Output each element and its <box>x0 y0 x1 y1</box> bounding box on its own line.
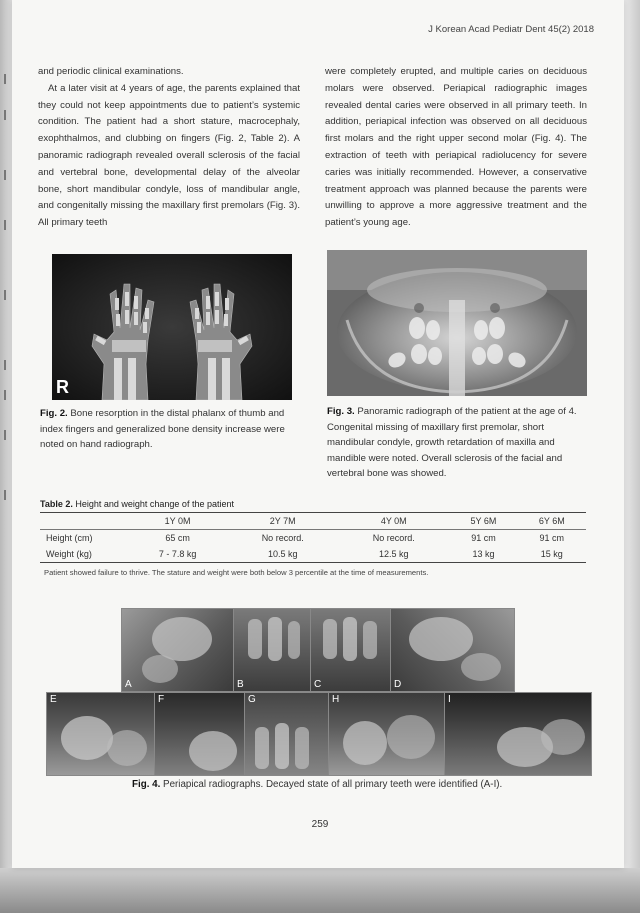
figure-2-caption <box>40 406 302 453</box>
periapical-panel-f <box>154 692 246 776</box>
table-cell: Weight (kg) <box>46 549 92 559</box>
table-cell: 13 kg <box>472 549 495 559</box>
table-header-cell: 4Y 0M <box>380 516 407 526</box>
periapical-panel-b <box>233 608 312 692</box>
caption-text: Periapical radiographs. Decayed state of all primary teeth were identified (A-I). <box>160 779 503 790</box>
panoramic-radiograph-drawing <box>327 250 587 396</box>
table-row <box>40 546 586 563</box>
table-footnote: Patient showed failure to thrive. The stature and weight were both below 3 percentile at the time of measurements. <box>44 568 429 577</box>
table-cell: 10.5 kg <box>267 549 298 559</box>
table-cell: Height (cm) <box>46 533 93 543</box>
periapical-drawing <box>329 693 445 775</box>
table-2-title <box>40 499 234 509</box>
hand-radiograph-label: R <box>56 377 69 397</box>
periapical-drawing <box>122 609 234 691</box>
paragraph: At a later visit at 4 years of age, the parents explained that they could not keep appointments due to patient’s systemic condition. The patient had a short stature, macrocephaly, exophthalmos, and clubbing on fingers (Fig. 2, Table 2). A panoramic radiograph revealed overall sclerosis of the facial and vertebral bone, developmental delay of the alveolar bone, short mandibular condyle, loss of mandibular angle, and congenitally missing the maxillary first premolars (Fig. 3). All primary teeth <box>38 82 300 229</box>
periapical-panel-g <box>244 692 330 776</box>
table-cell: No record. <box>372 533 415 543</box>
table-header-cell: 5Y 6M <box>470 516 497 526</box>
panel-label: G <box>248 694 256 705</box>
table-header-cell <box>40 513 128 530</box>
height-weight-table <box>40 512 586 563</box>
caption-label: Fig. 2. <box>40 408 68 419</box>
left-text-column <box>38 64 300 232</box>
caption-label: Fig. 4. <box>132 779 161 790</box>
table-row <box>40 530 586 547</box>
periapical-panel-a <box>121 608 235 692</box>
paragraph: and periodic clinical examinations. <box>38 66 184 77</box>
panel-label: I <box>448 694 451 705</box>
right-text-column <box>325 64 587 232</box>
panel-label: D <box>394 679 402 690</box>
periapical-drawing <box>47 693 155 775</box>
table-header-cell: 6Y 6M <box>538 516 565 526</box>
periapical-drawing <box>391 609 514 691</box>
table-header-row <box>40 513 586 530</box>
hand-radiograph-drawing <box>52 254 292 400</box>
panel-label: H <box>332 694 340 705</box>
running-header: J Korean Acad Pediatr Dent 45(2) 2018 <box>428 24 594 35</box>
panel-label: B <box>237 679 244 690</box>
periapical-panel-i <box>444 692 592 776</box>
panel-label: F <box>158 694 165 705</box>
table-cell: 91 cm <box>471 533 496 543</box>
table-cell: 15 kg <box>540 549 563 559</box>
caption-label: Fig. 3. <box>327 406 355 417</box>
page-number: 259 <box>311 819 329 830</box>
periapical-panel-d <box>390 608 515 692</box>
table-header-cell: 2Y 7M <box>269 516 296 526</box>
panoramic-radiograph-image <box>327 250 587 396</box>
caption-text: Panoramic radiograph of the patient at the age of 4. Congenital missing of maxillary first premolar, short mandibular condyle, growth retardation of maxilla and mandible were noted. Overall sclerosis of the facial and vertebral bone was showed. <box>327 406 577 479</box>
figure-3-caption <box>327 404 589 482</box>
gutter-marks <box>2 60 8 560</box>
periapical-drawing <box>155 693 245 775</box>
table-cell: No record. <box>261 533 304 543</box>
periapical-drawing <box>245 693 329 775</box>
panel-label: E <box>50 694 57 705</box>
periapical-panel-e <box>46 692 156 776</box>
table-cell: 65 cm <box>165 533 190 543</box>
table-cell: 7 - 7.8 kg <box>158 549 197 559</box>
periapical-panel-h <box>328 692 446 776</box>
hand-radiograph-image <box>52 254 292 400</box>
periapical-drawing <box>234 609 311 691</box>
figure-4-caption <box>132 779 502 790</box>
table-label: Table 2. <box>40 499 73 509</box>
periapical-drawing <box>311 609 391 691</box>
table-title-text: Height and weight change of the patient <box>72 499 234 509</box>
table-cell: 12.5 kg <box>379 549 409 559</box>
table-cell: 91 cm <box>539 533 565 543</box>
periapical-panel-c <box>310 608 392 692</box>
scan-right-edge <box>624 0 640 868</box>
caption-text: Bone resorption in the distal phalanx of thumb and index fingers and generalized bone density increase were noted on hand radiograph. <box>40 408 285 450</box>
panel-label: C <box>314 679 322 690</box>
scan-bottom-shadow <box>0 868 640 913</box>
panel-label: A <box>125 679 132 690</box>
paragraph: were completely erupted, and multiple caries on deciduous molars were observed. Periapical radiographic images revealed dental caries were observed in all primary teeth. In addition, periapical infection was observed on all deciduous first molars and the right upper second molar (Fig. 4). The extraction of teeth with periapical radiolucency for severe caries was initially recommended. However, a conservative treatment approach was planned because the parents were unwilling to approve a more aggressive treatment and the patient’s young age. <box>325 66 587 229</box>
table-header-cell: 1Y 0M <box>164 516 191 526</box>
periapical-drawing <box>445 693 591 775</box>
